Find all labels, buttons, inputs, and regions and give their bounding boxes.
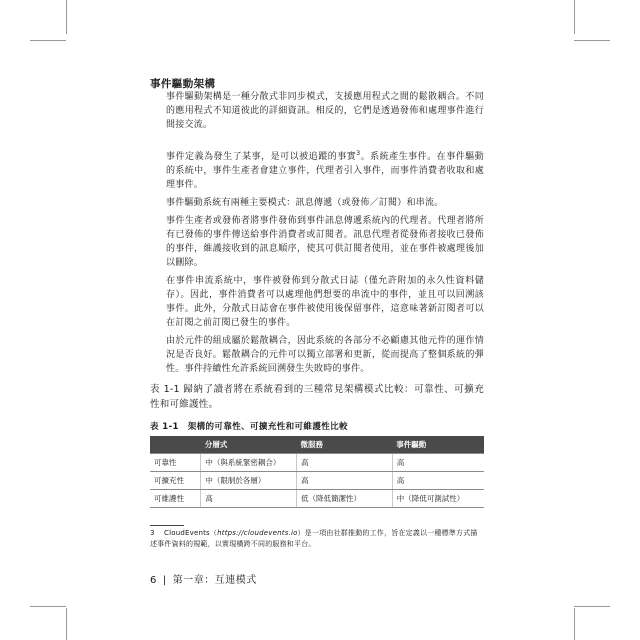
section-heading: 事件驅動架構 bbox=[150, 78, 216, 90]
table-cell: 高 bbox=[297, 472, 393, 490]
footnote-reference[interactable]: 3 bbox=[356, 150, 361, 157]
page-footer bbox=[150, 571, 257, 586]
table-row bbox=[150, 454, 484, 472]
crop-mark bbox=[574, 40, 610, 41]
table-cell: 可維護性 bbox=[150, 490, 201, 508]
table-caption: 表 1-1 架構的可靠性、可擴充性和可維護性比較 bbox=[150, 422, 348, 432]
table-cell: 可擴充性 bbox=[150, 472, 201, 490]
crop-mark bbox=[30, 606, 66, 607]
comparison-table bbox=[150, 436, 484, 508]
crop-mark bbox=[574, 606, 610, 607]
table-header-cell bbox=[150, 436, 201, 454]
footnote-divider bbox=[150, 525, 184, 526]
footnote-link[interactable]: https://cloudevents.io bbox=[217, 529, 298, 537]
paragraph: 在事件串流系統中，事件被發佈到分散式日誌（僅允許附加的永久性資料儲存）。因此，事件消費者可以處理他們想要的串流中的事件，並且可以回溯該事件。此外，分散式日誌會在事件被使用後保留事件，這意味著新訂閱者可以在訂閱之前訂閱已發生的事件。 bbox=[166, 276, 484, 328]
footnote bbox=[150, 528, 484, 550]
table-cell: 低（降低簡潔性） bbox=[297, 490, 393, 508]
paragraph: 事件生產者或發佈者將事件發佈到事件訊息傳遞系統內的代理者。代理者將所有已發佈的事件傳送給事件消費者或訂閱者。訊息代理者從發佈者接收已發佈的事件，維護接收到的訊息順序，使其可供訂閱者使用，並在事件被處理後加以刪除。 bbox=[166, 216, 484, 268]
table-header-cell: 微服務 bbox=[297, 436, 393, 454]
paragraph: 由於元件的組成屬於鬆散耦合，因此系統的各部分不必顧慮其他元件的運作情況是否良好。鬆散耦合的元件可以獨立部署和更新，從而提高了整個系統的彈性。事件持續性允許系統回溯發生失敗時的事件。 bbox=[166, 336, 484, 374]
crop-mark bbox=[574, 608, 575, 640]
crop-mark bbox=[30, 40, 66, 41]
page-number: 6 bbox=[150, 575, 157, 586]
table-row bbox=[150, 490, 484, 508]
table-cell: 中（降低可測試性） bbox=[392, 490, 484, 508]
footnote-text: CloudEvents（ bbox=[164, 529, 218, 537]
table-cell: 高 bbox=[392, 472, 484, 490]
table-cell: 高 bbox=[201, 490, 297, 508]
paragraph-text: 事件定義為發生了某事，是可以被追蹤的事實 bbox=[166, 152, 357, 162]
paragraph bbox=[166, 150, 484, 192]
paragraph: 事件驅動架構是一種分散式非同步模式，支援應用程式之間的鬆散耦合。不同的應用程式不知道彼此的詳細資訊。相反的，它們是透過發佈和處理事件進行間接交流。 bbox=[166, 92, 484, 130]
table-header-cell: 事件驅動 bbox=[392, 436, 484, 454]
paragraph-text: 。系統產生事件。在事件驅動的系統中，事件生產者會建立事件，代理者引入事件，而事件消費者收取和處理事件。 bbox=[166, 152, 484, 190]
table-header-row bbox=[150, 436, 484, 454]
chapter-title: 第一章：互連模式 bbox=[172, 575, 257, 586]
table-cell: 高 bbox=[392, 454, 484, 472]
paragraph: 事件驅動系統有兩種主要模式：訊息傳遞（或發佈／訂閱）和串流。 bbox=[166, 198, 444, 208]
table-intro-paragraph: 表 1-1 歸納了讀者將在系統看到的三種常見架構模式比較：可靠性、可擴充性和可維護性。 bbox=[150, 384, 484, 410]
table-cell: 可靠性 bbox=[150, 454, 201, 472]
table-cell: 中（與系統緊密耦合） bbox=[201, 454, 297, 472]
footer-separator: | bbox=[162, 575, 167, 586]
table-cell: 高 bbox=[297, 454, 393, 472]
crop-mark bbox=[574, 0, 575, 34]
table-cell: 中（限制於各層） bbox=[201, 472, 297, 490]
crop-mark bbox=[66, 608, 67, 640]
crop-mark bbox=[66, 0, 67, 34]
table-row bbox=[150, 472, 484, 490]
footnote-number: 3 bbox=[150, 529, 155, 537]
table-header-cell: 分層式 bbox=[201, 436, 297, 454]
footnote-text: ）是一項由社群推動的工作，旨在定義以一種標準方式描述事件資料的規範，以實現橫跨不同的服務和平台。 bbox=[150, 529, 478, 548]
